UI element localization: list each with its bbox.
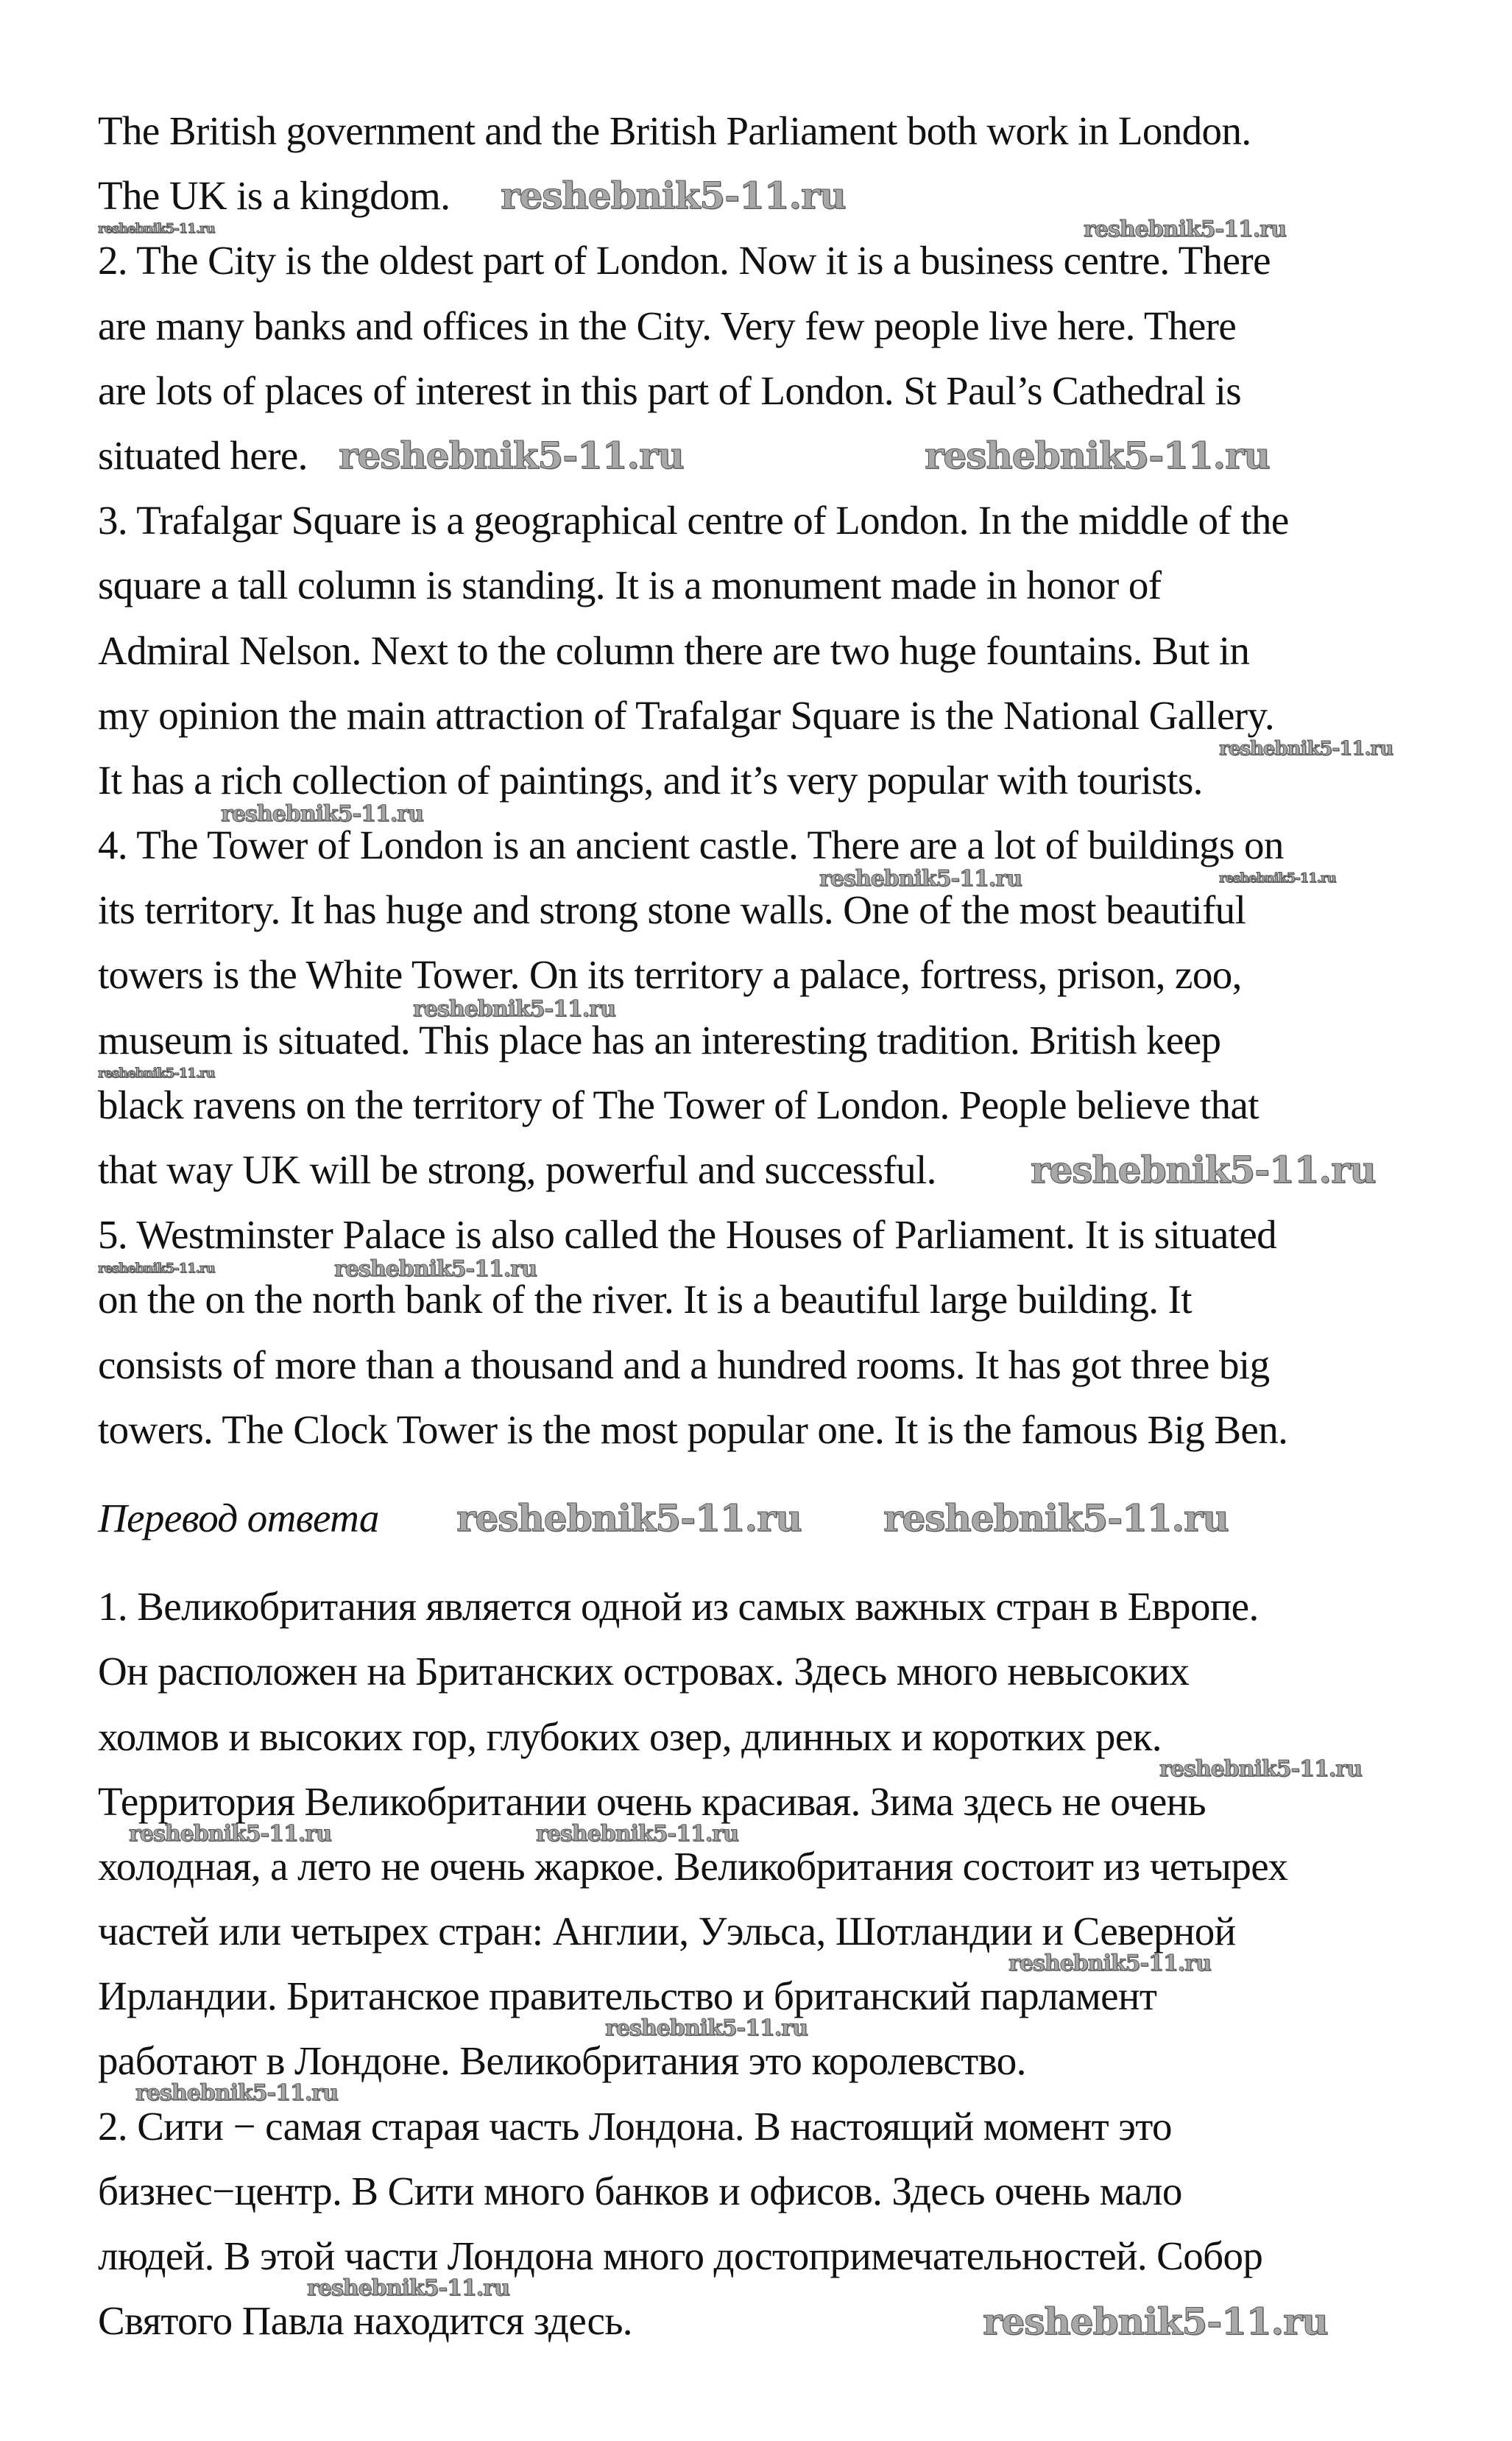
- watermark: reshebnik5-11.ru: [1084, 216, 1286, 242]
- text-line: situated here.: [98, 432, 308, 478]
- text-line: холодная, а лето не очень жаркое. Великобритания состоит из четырех: [98, 1843, 1288, 1889]
- watermark: reshebnik5-11.ru: [135, 2080, 338, 2106]
- text-line: are lots of places of interest in this part of London. St Paul’s Cathedral is: [98, 367, 1242, 413]
- text-line: towers. The Clock Tower is the most popular one. It is the famous Big Ben.: [98, 1406, 1288, 1452]
- watermark: reshebnik5-11.ru: [1159, 1756, 1362, 1782]
- text-line: It has a rich collection of paintings, and it’s very popular with tourists.: [98, 757, 1203, 803]
- text-line: its territory. It has huge and strong stone walls. One of the most beautiful: [98, 887, 1246, 933]
- watermark: reshebnik5-11.ru: [98, 1065, 215, 1081]
- text-line: The UK is a kingdom.: [98, 173, 451, 219]
- watermark: reshebnik5-11.ru: [334, 1256, 537, 1282]
- watermark: reshebnik5-11.ru: [1219, 870, 1336, 886]
- text-line: square a tall column is standing. It is a monument made in honor of: [98, 563, 1162, 608]
- text-line: Ирландии. Британское правительство и британский парламент: [98, 1973, 1157, 2019]
- watermark: reshebnik5-11.ru: [221, 801, 423, 827]
- text-line: Он расположен на Британских островах. Здесь много невысоких: [98, 1649, 1190, 1694]
- text-line: Admiral Nelson. Next to the column there are two huge fountains. But in: [98, 627, 1250, 673]
- text-line: людей. В этой части Лондона много достопримечательностей. Собор: [98, 2233, 1263, 2278]
- text-line: on the on the north bank of the river. It is a beautiful large building. It: [98, 1277, 1192, 1322]
- watermark: reshebnik5-11.ru: [819, 866, 1022, 892]
- english-text: [98, 99, 1289, 1462]
- watermark: reshebnik5-11.ru: [983, 2300, 1328, 2343]
- translation-heading: Перевод ответа: [98, 1495, 379, 1540]
- watermark: reshebnik5-11.ru: [339, 434, 684, 477]
- watermark: reshebnik5-11.ru: [925, 434, 1270, 477]
- text-line: Святого Павла находится здесь.: [98, 2298, 632, 2344]
- watermark: reshebnik5-11.ru: [883, 1496, 1229, 1540]
- text-line: 1. Великобритания является одной из самых важных стран в Европе.: [98, 1584, 1259, 1630]
- text-line: частей или четырех стран: Англии, Уэльса, Шотландии и Северной: [98, 1909, 1236, 1954]
- watermark: reshebnik5-11.ru: [536, 1821, 738, 1847]
- watermark: reshebnik5-11.ru: [1219, 738, 1393, 760]
- text-line: бизнес−центр. В Сити много банков и офисов. Здесь очень мало: [98, 2168, 1182, 2213]
- text-line: 2. Сити − самая старая часть Лондона. В настоящий момент это: [98, 2103, 1172, 2149]
- text-line: consists of more than a thousand and a hundred rooms. It has got three big: [98, 1342, 1270, 1387]
- text-line: towers is the White Tower. On its territory a palace, fortress, prison, zoo,: [98, 952, 1242, 998]
- text-line: are many banks and offices in the City. Very few people live here. There: [98, 303, 1237, 348]
- watermark: reshebnik5-11.ru: [307, 2275, 509, 2301]
- text-line: my opinion the main attraction of Trafalgar Square is the National Gallery.: [98, 692, 1274, 738]
- watermark: reshebnik5-11.ru: [456, 1496, 802, 1540]
- watermark: reshebnik5-11.ru: [98, 1261, 215, 1276]
- text-line: 5. Westminster Palace is also called the Houses of Parliament. It is situated: [98, 1212, 1277, 1258]
- text-line: Территория Великобритании очень красивая. Зима здесь не очень: [98, 1778, 1206, 1824]
- watermark: reshebnik5-11.ru: [413, 996, 615, 1022]
- text-line: работают в Лондоне. Великобритания это королевство.: [98, 2038, 1026, 2084]
- text-line: 3. Trafalgar Square is a geographical centre of London. In the middle of the: [98, 498, 1289, 543]
- text-line: museum is situated. This place has an interesting tradition. British keep: [98, 1017, 1221, 1063]
- watermark: reshebnik5-11.ru: [98, 221, 215, 236]
- text-line: that way UK will be strong, powerful and successful.: [98, 1147, 936, 1192]
- text-line: 2. The City is the oldest part of London. Now it is a business centre. There: [98, 238, 1271, 283]
- watermark: reshebnik5-11.ru: [605, 2015, 808, 2041]
- watermark: reshebnik5-11.ru: [501, 174, 846, 217]
- text-line: холмов и высоких гор, глубоких озер, длинных и коротких рек.: [98, 1713, 1162, 1759]
- text-line: The British government and the British Parliament both work in London.: [98, 108, 1251, 153]
- text-line: black ravens on the territory of The Tower of London. People believe that: [98, 1082, 1259, 1127]
- watermark: reshebnik5-11.ru: [1008, 1951, 1211, 1976]
- text-line: 4. The Tower of London is an ancient castle. There are a lot of buildings on: [98, 823, 1284, 868]
- watermark: reshebnik5-11.ru: [1031, 1148, 1376, 1191]
- watermark: reshebnik5-11.ru: [129, 1821, 331, 1847]
